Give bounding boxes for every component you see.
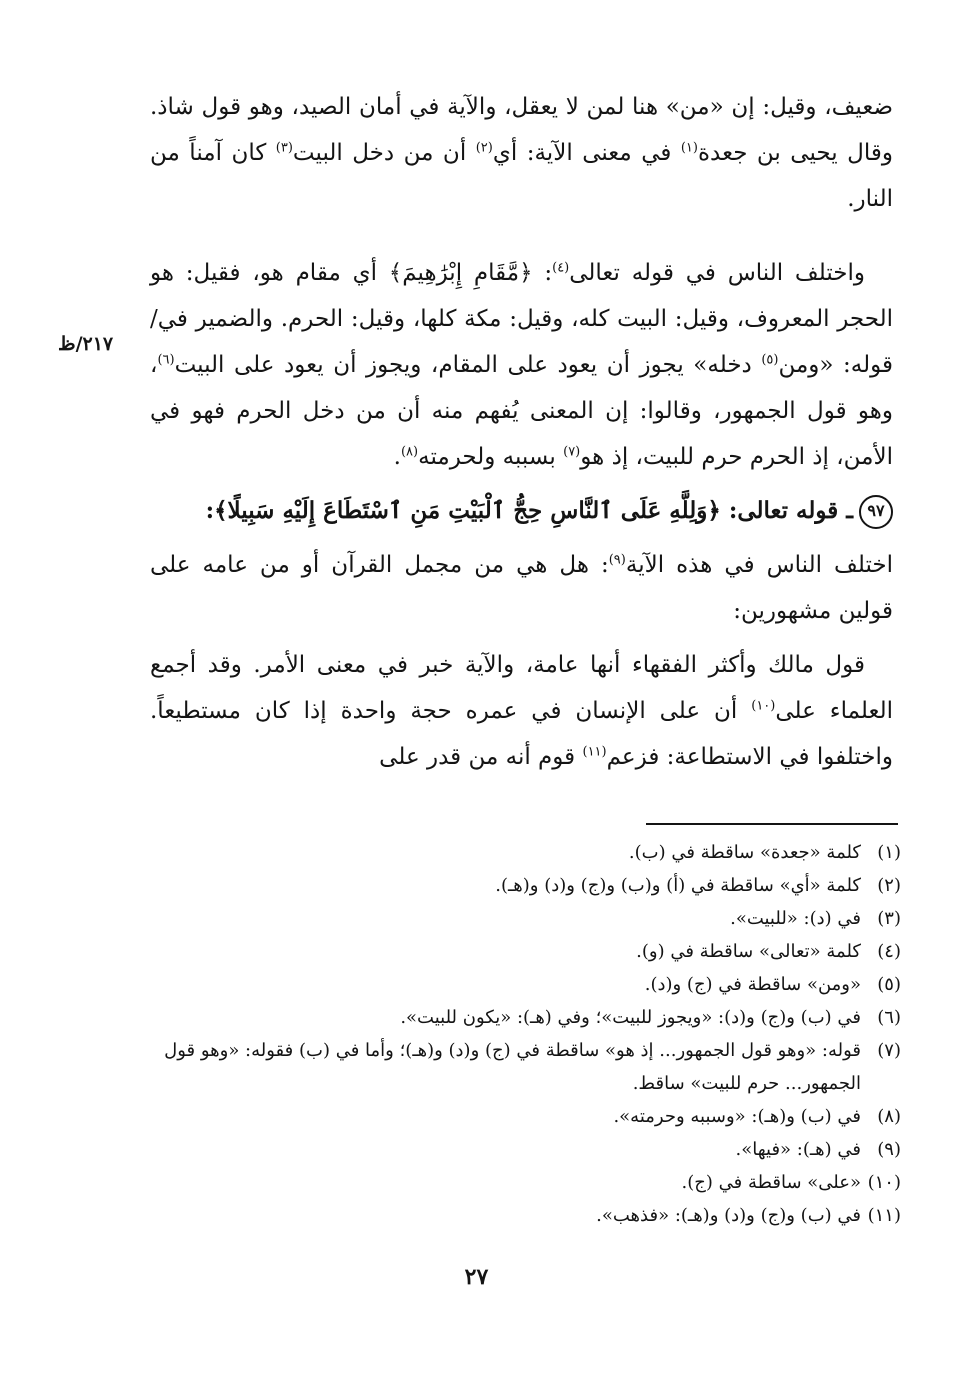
text-run: اختلف الناس في هذه الآية [625,552,893,578]
footnote-item [150,1001,901,1034]
footnotes [150,836,901,1232]
footnote-ref[interactable]: (١٠) [751,698,776,714]
footnote-text: «على» ساقطة في (ج). [681,1172,861,1193]
footnote-text: في (هـ): «فيها». [735,1139,861,1160]
footnote-item [150,836,901,869]
footnote-item [150,1100,901,1133]
footnote-text: كلمة «تعالى» ساقطة في (و). [636,941,861,962]
footnote-ref[interactable]: (٧) [563,444,581,460]
footnote-number: (٧) [877,1040,901,1061]
paragraph-3 [150,542,893,634]
footnote-item [150,935,901,968]
text-run: في معنى الآية: أي [492,140,681,166]
text-run: : هل هي من مجمل القرآن أو من عامه على قولين مشهورين: [150,552,893,624]
footnote-item [150,1166,901,1199]
footnote-number: (٢) [877,875,901,896]
verse-heading-text: ـ قوله تعالى: ﴿وَلِلَّهِ عَلَى ٱلنَّاسِ حِجُّ ٱلْبَيْتِ مَنِ ٱسْتَطَاعَ إِلَيْهِ سَبِيلًا﴾: [205,497,853,524]
footnote-number: (١) [877,842,901,863]
text-run: ، وهو قول الجمهور، وقالوا: إن المعنى يُفهم منه أن من دخل الحرم فهو في الأمن، إذ الحرم حرم للبيت، إذ هو [150,352,893,470]
verse-heading [150,488,893,534]
text-run: : ﴿مَّقَامِ إِبْرَٰهِيمَ﴾ أي مقام هو، فقيل: هو الحجر المعروف، وقيل: البيت كله، وقيل: مكة كلها، وقيل: الحرم. والضمير في/ قوله: «ومن [150,260,893,378]
footnote-item [150,1199,901,1232]
footnote-number: (١٠) [867,1172,901,1193]
footnote-number: (١١) [867,1205,901,1226]
text-run: أن على الإنسان في عمره حجة واحدة إذا كان مستطيعاً. واختلفوا في الاستطاعة: فزعم [150,698,893,770]
verse-number-medallion: ٩٧ [859,495,893,529]
footnote-ref[interactable]: (٦) [157,352,175,368]
paragraph-1 [150,84,893,222]
text-run: قوم أنه من قدر على [379,744,583,770]
footnote-number: (٨) [877,1106,901,1127]
footnote-number: (٦) [877,1007,901,1028]
text-run: دخله» يجوز أن يعود على المقام، ويجوز أن يعود على البيت [174,352,762,378]
text-run: أن من دخل البيت [292,140,476,166]
footnote-item [150,869,901,902]
footnote-text: قوله: «وهو قول الجمهور... إذ هو» ساقطة في (ج) و(د) و(هـ)؛ وأما في (ب) فقوله: «وهو قول الجمهور... حرم للبيت» ساقط. [164,1040,861,1094]
footnote-item [150,1034,901,1100]
footnote-text: في (ب) و(ج) و(د) و(هـ): «فذهب». [596,1205,861,1226]
footnote-text: كلمة «أي» ساقطة في (أ) و(ب) و(ج) و(د) و(هـ). [495,875,861,896]
footnote-text: في (ب) و(هـ): «وسببه وحرمته». [613,1106,861,1127]
page-number: ٢٧ [464,1264,489,1290]
text-run: بسببه ولحرمته [418,444,564,470]
footnote-ref[interactable]: (٥) [761,352,779,368]
footnote-text: في (د): «للبيت». [730,908,861,929]
footnote-text: كلمة «جعدة» ساقطة في (ب). [628,842,861,863]
footnote-ref[interactable]: (١١) [582,744,607,760]
footnote-item [150,968,901,1001]
text-run: . [393,444,401,470]
footnote-text: «ومن» ساقطة في (ج) و(د). [644,974,861,995]
footnote-ref[interactable]: (٨) [400,444,419,460]
footnote-number: (٣) [877,908,901,929]
text-run: واختلف الناس في قوله تعالى [569,260,865,286]
footnote-ref[interactable]: (١) [680,140,698,156]
footnote-ref[interactable]: (٢) [475,140,493,156]
manuscript-folio-note: ٢١٧/ظ [58,333,114,355]
paragraph-4 [150,642,893,780]
text-run: ضعيف، وقيل: إن «من» هنا لمن لا يعقل، والآية في أمان الصيد، وهو قول شاذ. وقال يحيى بن جعدة [150,94,893,166]
footnote-item [150,902,901,935]
footnote-text: في (ب) و(ج) و(د): «ويجوز للبيت»؛ وفي (هـ): «يكون للبيت». [400,1007,861,1028]
footnote-item [150,1133,901,1166]
footnote-ref[interactable]: (٤) [552,260,570,276]
footnote-number: (٤) [877,941,901,962]
footnote-ref[interactable]: (٩) [608,552,626,568]
footnote-separator [646,823,898,825]
text-run: قول مالك وأكثر الفقهاء أنها عامة، والآية خبر في معنى الأمر. وقد أجمع العلماء على [150,652,894,724]
footnote-number: (٥) [877,974,901,995]
text-run: كان آمناً من النار. [150,140,893,212]
footnote-number: (٩) [877,1139,901,1160]
paragraph-2 [150,250,893,480]
main-text [150,84,893,780]
footnote-ref[interactable]: (٣) [275,140,293,156]
